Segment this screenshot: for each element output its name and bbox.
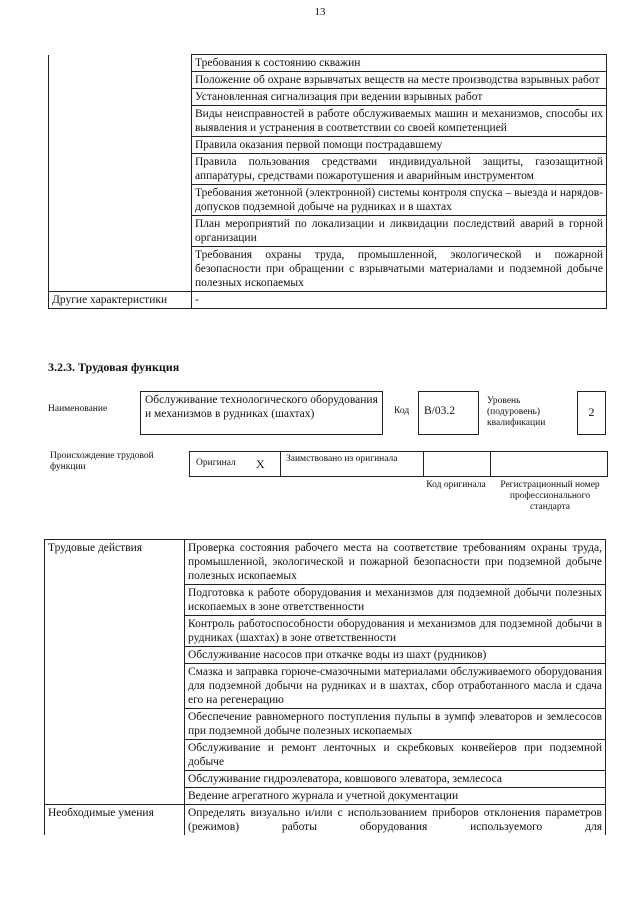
code-label: Код: [394, 406, 410, 416]
other-characteristics-value: -: [192, 292, 607, 309]
knowledge-item: Требования охраны труда, промышленной, экологической и пожарной безопасности при обращении с взрывчатыми материалами и подземной добыче полезных ископаемых: [192, 247, 607, 292]
labor-action-item: Контроль работоспособности оборудования и механизмов для подземной добычи в рудниках (шахтах) в зоне ответственности: [185, 616, 606, 647]
labor-action-item: Подготовка к работе оборудования и механизмов для подземной добычи полезных ископаемых в зоне ответственности: [185, 585, 606, 616]
function-code-box: В/03.2: [418, 391, 479, 435]
knowledge-item: План мероприятий по локализации и ликвидации последствий аварий в горной организации: [192, 216, 607, 247]
qualification-level-box: 2: [577, 391, 606, 435]
required-skills-label: Необходимые умения: [45, 805, 185, 836]
knowledge-item: Правила пользования средствами индивидуальной защиты, газозащитной аппаратуры, средствами пожаротушения и аварийным инструментом: [192, 154, 607, 185]
knowledge-item: Правила оказания первой помощи пострадавшему: [192, 137, 607, 154]
page-bottom-margin: [0, 866, 640, 905]
other-characteristics-label: Другие характеристики: [49, 292, 192, 309]
borrowed-label: Заимствовано из оригинала: [286, 454, 398, 464]
function-name-box: Обслуживание технологического оборудования и механизмов в рудниках (шахтах): [140, 391, 383, 435]
knowledge-table: [48, 54, 607, 309]
origin-box: [189, 451, 608, 477]
registration-number-caption: Регистрационный номер профессионального стандарта: [500, 480, 600, 512]
section-title: 3.2.3. Трудовая функция: [48, 360, 180, 374]
labor-action-item: Обслуживание гидроэлеватора, ковшового элеватора, землесоса: [185, 771, 606, 788]
table-row: [49, 55, 607, 72]
knowledge-label-cell: [49, 55, 192, 292]
original-label: Оригинал: [196, 458, 236, 468]
labor-action-item: Ведение агрегатного журнала и учетной документации: [185, 788, 606, 805]
table-row: [45, 805, 606, 836]
original-code-caption: Код оригинала: [426, 480, 486, 490]
table-row: [49, 292, 607, 309]
origin-label: Происхождение трудовой функции: [50, 451, 154, 472]
labor-action-item: Смазка и заправка горюче-смазочными материалами обслуживаемого оборудования для подземной добычи на рудниках и в шахтах, сбор отработанного масла и сдача его на регенерацию: [185, 664, 606, 709]
knowledge-item: Установленная сигнализация при ведении взрывных работ: [192, 89, 607, 106]
labor-function-table: [44, 539, 606, 835]
knowledge-item: Положение об охране взрывчатых веществ на месте производства взрывных работ: [192, 72, 607, 89]
labor-action-item: Обслуживание и ремонт ленточных и скребковых конвейеров при подземной добыче: [185, 740, 606, 771]
qualification-level-label: Уровень (подуровень) квалификации: [487, 396, 546, 428]
labor-action-item: Обеспечение равномерного поступления пульпы в зумпф элеваторов и землесосов при подземной добыче полезных ископаемых: [185, 709, 606, 740]
table-row: [45, 540, 606, 585]
original-mark: X: [256, 457, 265, 471]
labor-actions-label: Трудовые действия: [45, 540, 185, 805]
knowledge-item: Требования жетонной (электронной) системы контроля спуска – выезда и нарядов-допусков подземной добыче на рудниках и в шахтах: [192, 185, 607, 216]
labor-action-item: Обслуживание насосов при откачке воды из шахт (рудников): [185, 647, 606, 664]
page-number: 13: [314, 6, 326, 18]
required-skill-item: Определять визуально и/или с использованием приборов отклонения параметров (режимов) работы оборудования используемого для: [185, 805, 606, 836]
labor-action-item: Проверка состояния рабочего места на соответствие требованиям охраны труда, промышленной, экологической и пожарной безопасности при подземной добыче полезных ископаемых: [185, 540, 606, 585]
knowledge-item: Требования к состоянию скважин: [192, 55, 607, 72]
knowledge-item: Виды неисправностей в работе обслуживаемых машин и механизмов, способы их выявления и устранения в соответствии со своей компетенцией: [192, 106, 607, 137]
name-label: Наименование: [48, 404, 108, 414]
